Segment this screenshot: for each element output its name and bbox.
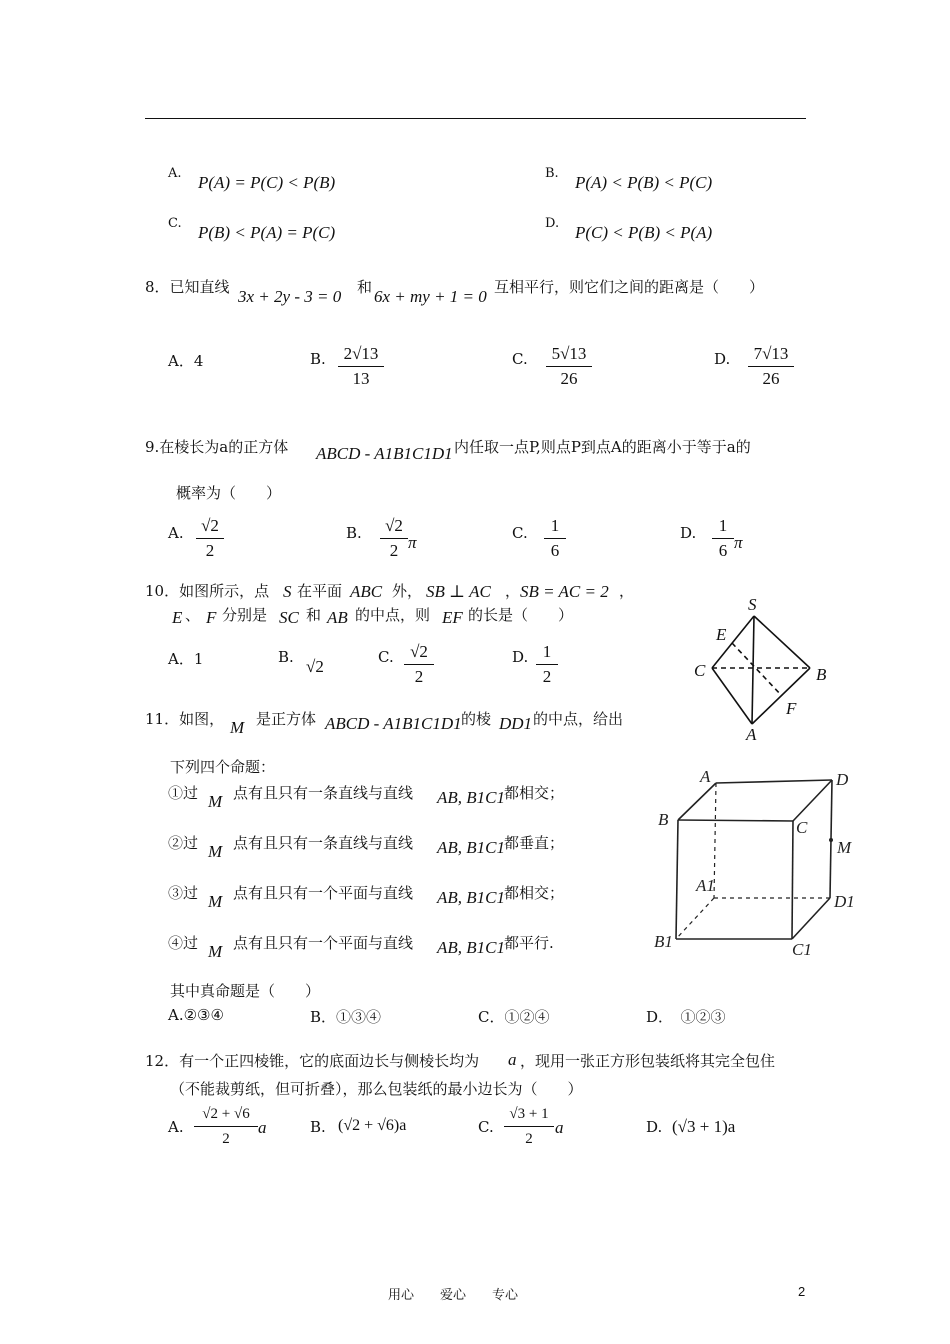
q10-point-e: E	[172, 608, 183, 627]
segment-ef-hidden	[732, 643, 782, 696]
q9-option-b-pi: π	[408, 533, 417, 552]
q11-option-a: A.②③④	[168, 1006, 224, 1024]
q12-option-c-fraction: √3 + 1 2	[504, 1104, 554, 1149]
q10-option-c-label: C.	[378, 648, 394, 666]
q10-plane-abc: ABC	[350, 582, 383, 601]
proposition-number: ③过	[168, 884, 199, 902]
q10-text-5: 分别是	[222, 606, 268, 624]
proposition-number: ①过	[168, 784, 199, 802]
q10-text-4: ，	[619, 582, 635, 600]
cube-figure	[650, 765, 862, 970]
pyramid-label-s: S	[748, 595, 757, 614]
cube-label-a1: A1	[696, 876, 715, 895]
q10-option-d-fraction: 1 2	[536, 642, 558, 687]
q12-option-a-fraction: √2 + √6 2	[194, 1104, 258, 1149]
q11-cube: ABCD - A1B1C1D1	[325, 714, 462, 733]
cube-label-b: B	[658, 810, 669, 829]
q10-comma: ，	[505, 582, 521, 600]
cube-label-m: M	[837, 838, 852, 857]
q9-option-a-fraction: √2 2	[196, 516, 224, 561]
q11-option-d: D． ①②③	[646, 1008, 726, 1026]
q8-option-c-label: C.	[512, 350, 528, 368]
q10-option-c-fraction: √2 2	[404, 642, 434, 687]
q9-option-b-label: B.	[346, 524, 362, 542]
q8-option-b-label: B.	[310, 350, 326, 368]
proposition-lines: AB, B1C1	[437, 938, 505, 957]
q12-var-a: a	[508, 1050, 517, 1069]
q12-option-d-label: D.	[646, 1118, 663, 1136]
edge-sa	[752, 616, 754, 724]
q12-option-b-expr: (√2 + √6)a	[338, 1117, 407, 1134]
q8-line2: 6x + my + 1 = 0	[374, 287, 487, 306]
proposition-lines: AB, B1C1	[437, 838, 505, 857]
proposition-conclusion: 都垂直；	[504, 834, 565, 852]
proposition-conclusion: 都平行.	[504, 934, 554, 952]
q12-option-b-label: B.	[310, 1118, 326, 1136]
q8-prefix: 8．已知直线	[145, 278, 230, 296]
q9-prefix: 9.在棱长为a的正方体	[145, 438, 289, 456]
q9-option-d-fraction: 1 6	[712, 516, 734, 561]
edge-bc	[678, 820, 793, 821]
edge-cc1	[792, 821, 793, 939]
proposition-conclusion: 都相交；	[504, 884, 565, 902]
proposition-text: 点有且只有一条直线与直线	[233, 784, 414, 802]
q10-text-7: 的中点，则	[355, 606, 431, 624]
q7-option-a-label: A.	[168, 166, 182, 181]
proposition-text: 点有且只有一个平面与直线	[233, 884, 414, 902]
q9-option-b-fraction: √2 2	[380, 516, 408, 561]
q10-text-6: 和	[306, 606, 322, 624]
cube-label-c: C	[796, 818, 808, 837]
q11-point-m: M	[230, 718, 245, 737]
q11-text-4: 的中点，给出	[533, 710, 624, 728]
q10-text-1: 10．如图所示，点	[145, 582, 270, 600]
cube-label-c1: C1	[792, 940, 812, 959]
q9-option-a-label: A.	[168, 524, 184, 542]
q12-option-d-expr: (√3 + 1)a	[672, 1117, 736, 1136]
q9-option-c-label: C.	[512, 524, 528, 542]
q10-option-a: A．1	[168, 650, 204, 668]
q7-option-b-label: B.	[545, 166, 559, 181]
q11-text-1: 11．如图，	[145, 710, 225, 728]
q10-text-8: 的长是（ ）	[468, 606, 574, 624]
proposition-point-m: M	[208, 792, 223, 811]
q7-option-a-expr: P(A) = P(C) < P(B)	[198, 173, 336, 192]
pyramid-figure	[690, 592, 840, 744]
q10-cond-1: SB ⊥ AC	[426, 582, 491, 601]
point-m-dot	[829, 838, 833, 842]
q11-text-3: 的棱	[461, 710, 492, 728]
q12-option-c-tail: a	[555, 1118, 564, 1137]
q12-text-1: 12．有一个正四棱锥，它的底面边长与侧棱长均为	[145, 1052, 480, 1070]
q10-sep: 、	[185, 606, 201, 624]
q8-and: 和	[357, 278, 373, 296]
edge-c1d1	[792, 898, 830, 939]
q9-suffix: 内任取一点P,则点P到点A的距离小于等于a的	[454, 438, 751, 456]
pyramid-label-f: F	[786, 699, 797, 718]
q8-option-c-fraction: 5√13 26	[546, 344, 592, 389]
q12-option-a-label: A.	[168, 1118, 184, 1136]
proposition-conclusion: 都相交；	[504, 784, 565, 802]
q11-edge: DD1	[499, 714, 533, 733]
q10-point-f: F	[206, 608, 217, 627]
page-number: 2	[798, 1284, 806, 1299]
q8-option-d-label: D.	[714, 350, 731, 368]
q12-option-a-tail: a	[258, 1118, 267, 1137]
q11-text-2: 是正方体	[256, 710, 317, 728]
cube-label-a: A	[700, 767, 711, 786]
q11-line-2: 下列四个命题：	[170, 758, 276, 776]
proposition-lines: AB, B1C1	[437, 788, 505, 807]
proposition-number: ④过	[168, 934, 199, 952]
edge-dc	[793, 780, 832, 821]
edge-sb	[754, 616, 810, 668]
q7-option-c-expr: P(B) < P(A) = P(C)	[198, 223, 336, 242]
q12-line-2: （不能裁剪纸，但可折叠），那么包装纸的最小边长为（ ）	[170, 1080, 583, 1098]
q9-option-d-label: D.	[680, 524, 697, 542]
pyramid-label-c: C	[694, 661, 706, 680]
q12-text-2: ，现用一张正方形包装纸将其完全包住	[520, 1052, 776, 1070]
q9-option-c-fraction: 1 6	[544, 516, 566, 561]
proposition-number: ②过	[168, 834, 199, 852]
q10-option-d-label: D.	[512, 648, 529, 666]
q7-option-c-label: C.	[168, 216, 182, 231]
edge-ab	[678, 783, 716, 820]
q10-text-3: 外，	[392, 582, 423, 600]
q8-option-d-fraction: 7√13 26	[748, 344, 794, 389]
q10-cond-2: SB = AC = 2	[520, 582, 609, 601]
footer-motto: 用心 爱心 专心	[388, 1288, 519, 1303]
proposition-text: 点有且只有一个平面与直线	[233, 934, 414, 952]
q8-line1: 3x + 2y - 3 = 0	[238, 287, 342, 306]
cube-label-b1: B1	[654, 932, 673, 951]
q10-text-2: 在平面	[297, 582, 343, 600]
q10-point-s: S	[283, 582, 292, 601]
q9-option-d-pi: π	[734, 533, 743, 552]
q10-segment-ef: EF	[442, 608, 463, 627]
q7-option-d-label: D.	[545, 216, 560, 231]
q10-segment-ab: AB	[327, 608, 348, 627]
q10-segment-sc: SC	[279, 608, 299, 627]
q11-option-c: C．①②④	[478, 1008, 550, 1026]
pyramid-label-b: B	[816, 665, 827, 684]
q7-option-d-expr: P(C) < P(B) < P(A)	[575, 223, 713, 242]
q8-option-a: A．4	[168, 352, 204, 370]
q8-suffix: 互相平行，则它们之间的距离是（ ）	[494, 278, 765, 296]
edge-bb1	[676, 820, 678, 939]
edge-a1b1-hidden	[676, 898, 714, 939]
q10-option-b-label: B.	[278, 648, 294, 666]
proposition-lines: AB, B1C1	[437, 888, 505, 907]
proposition-point-m: M	[208, 892, 223, 911]
header-rule	[145, 118, 806, 119]
q9-cube: ABCD - A1B1C1D1	[316, 444, 453, 463]
proposition-point-m: M	[208, 942, 223, 961]
q11-option-b: B．①③④	[310, 1008, 382, 1026]
proposition-point-m: M	[208, 842, 223, 861]
q12-option-c-label: C.	[478, 1118, 494, 1136]
q9-line2: 概率为（ ）	[176, 484, 282, 502]
q10-option-b-value: √2	[306, 657, 324, 676]
q7-option-b-expr: P(A) < P(B) < P(C)	[575, 173, 713, 192]
edge-ca	[712, 668, 752, 724]
pyramid-label-e: E	[716, 625, 727, 644]
cube-label-d1: D1	[834, 892, 855, 911]
q8-option-b-fraction: 2√13 13	[338, 344, 384, 389]
cube-label-d: D	[836, 770, 849, 789]
edge-ad	[716, 780, 832, 783]
proposition-text: 点有且只有一条直线与直线	[233, 834, 414, 852]
pyramid-label-a: A	[746, 725, 757, 744]
q11-question: 其中真命题是（ ）	[170, 982, 321, 1000]
